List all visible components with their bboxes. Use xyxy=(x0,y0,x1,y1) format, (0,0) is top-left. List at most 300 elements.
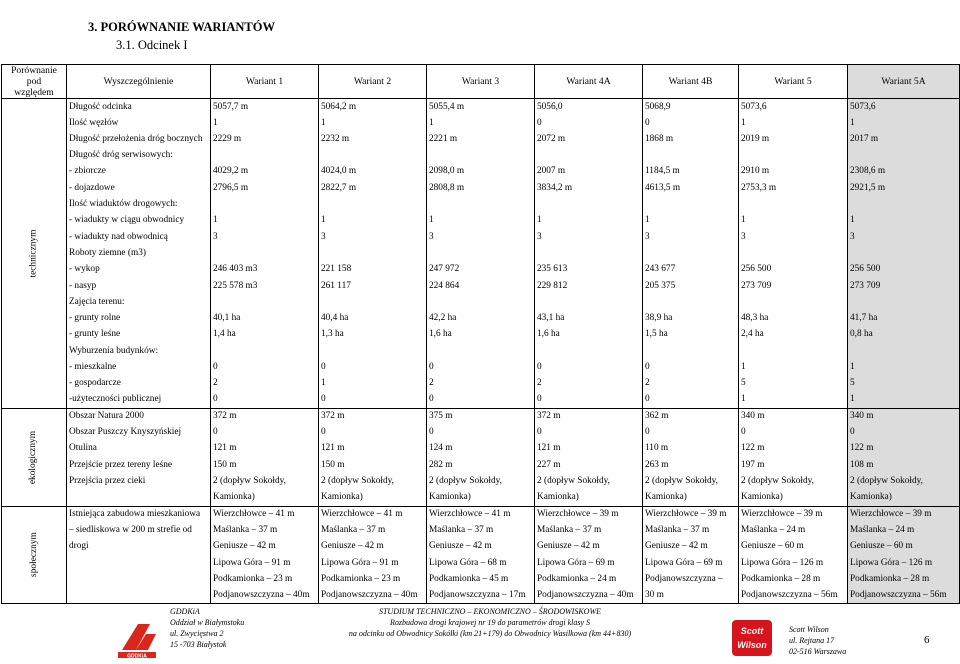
value-cell: 235 613 xyxy=(535,262,643,278)
page-footer xyxy=(0,600,960,664)
value-cell: 247 972 xyxy=(427,262,535,278)
table-row xyxy=(2,457,960,473)
value-cell: Maślanka – 37 m xyxy=(643,522,739,538)
value-cell xyxy=(643,196,739,212)
value-cell: Geniusze – 42 m xyxy=(643,539,739,555)
value-cell xyxy=(739,196,848,212)
value-cell: 225 578 m3 xyxy=(211,278,319,294)
gddkia-logo-text: GDDKiA xyxy=(127,653,147,660)
value-cell: 1 xyxy=(535,213,643,229)
table-row xyxy=(2,115,960,131)
value-cell xyxy=(427,245,535,261)
row-label: Wyburzenia budynków: xyxy=(67,343,211,359)
variant-header: Wariant 5 xyxy=(739,65,848,99)
value-cell xyxy=(535,245,643,261)
value-cell: Podkamionka – 45 m xyxy=(427,571,535,587)
value-cell: Geniusze – 42 m xyxy=(211,539,319,555)
value-cell: 0 xyxy=(535,359,643,375)
value-cell: 2308,6 m xyxy=(848,164,960,180)
value-cell: 2,4 ha xyxy=(739,327,848,343)
value-cell: 1868 m xyxy=(643,131,739,147)
value-cell: 2 (dopływ Sokołdy, xyxy=(739,473,848,489)
variant-header: Wariant 4A xyxy=(535,65,643,99)
value-cell xyxy=(211,294,319,310)
value-cell: 122 m xyxy=(739,441,848,457)
table-row xyxy=(2,213,960,229)
row-label: Zajęcia terenu: xyxy=(67,294,211,310)
value-cell: Podkamionka – 23 m xyxy=(211,571,319,587)
value-cell: Geniusze – 42 m xyxy=(535,539,643,555)
value-cell: 2 xyxy=(211,376,319,392)
value-cell: 2808,8 m xyxy=(427,180,535,196)
table-row xyxy=(2,196,960,212)
row-label: Długość dróg serwisowych: xyxy=(67,147,211,163)
row-label: - wykop xyxy=(67,262,211,278)
table-row xyxy=(2,441,960,457)
comparison-body xyxy=(2,99,960,604)
value-cell: 0 xyxy=(643,392,739,408)
table-row xyxy=(2,555,960,571)
value-cell: 2 (dopływ Sokołdy, xyxy=(427,473,535,489)
value-cell: 224 864 xyxy=(427,278,535,294)
value-cell xyxy=(848,147,960,163)
value-cell xyxy=(427,294,535,310)
value-cell: Geniusze – 60 m xyxy=(739,539,848,555)
value-cell: 42,2 ha xyxy=(427,310,535,326)
category-label: technicznym xyxy=(28,229,39,278)
value-cell: 2 (dopływ Sokołdy, xyxy=(643,473,739,489)
value-cell: Maślanka – 37 m xyxy=(319,522,427,538)
value-cell: 0 xyxy=(535,392,643,408)
value-cell: 246 403 m3 xyxy=(211,262,319,278)
consultant-line: Scott Wilson xyxy=(789,625,829,634)
value-cell: 0 xyxy=(535,115,643,131)
value-cell xyxy=(211,147,319,163)
table-row xyxy=(2,164,960,180)
value-cell xyxy=(427,147,535,163)
scott-wilson-logo xyxy=(730,618,774,658)
row-label: Obszar Puszczy Knyszyńskiej xyxy=(67,425,211,441)
value-cell: 372 m xyxy=(319,408,427,424)
value-cell xyxy=(427,343,535,359)
value-cell: 2921,5 m xyxy=(848,180,960,196)
table-row xyxy=(2,490,960,506)
value-cell: 372 m xyxy=(535,408,643,424)
section-heading: 3. PORÓWNANIE WARIANTÓW xyxy=(88,20,275,34)
firm-address xyxy=(170,606,244,650)
table-row xyxy=(2,506,960,522)
corner-line: pod xyxy=(26,76,42,88)
value-cell: 5056,0 xyxy=(535,99,643,115)
value-cell: Wierzchłowce – 39 m xyxy=(848,506,960,522)
value-cell: 227 m xyxy=(535,457,643,473)
table-row xyxy=(2,425,960,441)
table-row xyxy=(2,278,960,294)
value-cell: 2910 m xyxy=(739,164,848,180)
study-line: Rozbudowa drogi krajowej nr 19 do parametrów drogi klasy S xyxy=(389,618,591,627)
value-cell: 5068,9 xyxy=(643,99,739,115)
value-cell: 197 m xyxy=(739,457,848,473)
value-cell: 0 xyxy=(211,425,319,441)
value-cell xyxy=(211,343,319,359)
value-cell: 3 xyxy=(535,229,643,245)
table-row xyxy=(2,359,960,375)
value-cell: Wierzchłowce – 39 m xyxy=(739,506,848,522)
value-cell: Kamionka) xyxy=(211,490,319,506)
value-cell xyxy=(739,245,848,261)
value-cell: Kamionka) xyxy=(427,490,535,506)
table-row xyxy=(2,229,960,245)
row-label xyxy=(67,490,211,506)
firm-line: ul. Zwycięstwa 2 xyxy=(170,629,224,638)
value-cell: 121 m xyxy=(319,441,427,457)
row-label: - grunty leśne xyxy=(67,327,211,343)
value-cell: 273 709 xyxy=(739,278,848,294)
value-cell: 121 m xyxy=(535,441,643,457)
page-number: 6 xyxy=(924,634,930,646)
value-cell: 2 xyxy=(535,376,643,392)
value-cell xyxy=(535,343,643,359)
row-label xyxy=(67,571,211,587)
value-cell: 3 xyxy=(427,229,535,245)
value-cell: 1 xyxy=(848,115,960,131)
table-row xyxy=(2,571,960,587)
category-cell xyxy=(2,99,67,409)
value-cell: Wierzchłowce – 41 m xyxy=(211,506,319,522)
value-cell xyxy=(319,196,427,212)
row-label: – siedliskowa w 200 m strefie od xyxy=(67,522,211,538)
table-row xyxy=(2,294,960,310)
value-cell: Maślanka – 24 m xyxy=(739,522,848,538)
value-cell: 0 xyxy=(319,425,427,441)
value-cell xyxy=(848,343,960,359)
value-cell: 2 xyxy=(643,376,739,392)
value-cell: 2098,0 m xyxy=(427,164,535,180)
consultant-line: ul. Rejtana 17 xyxy=(789,636,835,645)
value-cell xyxy=(643,245,739,261)
category-label: ekologicznym xyxy=(28,430,39,484)
value-cell: 5 xyxy=(739,376,848,392)
value-cell: 1184,5 m xyxy=(643,164,739,180)
value-cell: Kamionka) xyxy=(319,490,427,506)
row-label: Obszar Natura 2000 xyxy=(67,408,211,424)
value-cell: 2232 m xyxy=(319,131,427,147)
value-cell: 1 xyxy=(848,392,960,408)
value-cell: 2 (dopływ Sokołdy, xyxy=(535,473,643,489)
value-cell: Maślanka – 37 m xyxy=(535,522,643,538)
value-cell: 2007 m xyxy=(535,164,643,180)
value-cell: Lipowa Góra – 126 m xyxy=(848,555,960,571)
row-label: - wiadukty nad obwodnicą xyxy=(67,229,211,245)
table-row xyxy=(2,327,960,343)
value-cell xyxy=(848,294,960,310)
value-cell: 1 xyxy=(427,115,535,131)
value-cell: 1 xyxy=(739,359,848,375)
value-cell: Wierzchłowce – 39 m xyxy=(643,506,739,522)
value-cell: 2796,5 m xyxy=(211,180,319,196)
value-cell: 0 xyxy=(643,425,739,441)
value-cell: Geniusze – 42 m xyxy=(427,539,535,555)
value-cell xyxy=(643,343,739,359)
value-cell: 3 xyxy=(319,229,427,245)
row-label: - grunty rolne xyxy=(67,310,211,326)
value-cell: 30 m xyxy=(643,588,739,604)
value-cell: 4024,0 m xyxy=(319,164,427,180)
variant-header: Wariant 3 xyxy=(427,65,535,99)
value-cell: Kamionka) xyxy=(848,490,960,506)
value-cell: 2822,7 m xyxy=(319,180,427,196)
value-cell: 0 xyxy=(427,359,535,375)
value-cell: 261 117 xyxy=(319,278,427,294)
value-cell: 121 m xyxy=(211,441,319,457)
table-row xyxy=(2,522,960,538)
study-line: na odcinku od Obwodnicy Sokółki (km 21+179) do Obwodnicy Wasilkowa (km 44+830) xyxy=(348,629,632,638)
firm-line: GDDKiA xyxy=(170,607,200,616)
feature-header: Wyszczególnienie xyxy=(67,65,211,99)
value-cell: 1 xyxy=(211,115,319,131)
value-cell: Maślanka – 37 m xyxy=(211,522,319,538)
value-cell xyxy=(319,294,427,310)
value-cell: Wierzchłowce – 41 m xyxy=(427,506,535,522)
value-cell xyxy=(739,294,848,310)
value-cell: 2229 m xyxy=(211,131,319,147)
value-cell: 5057,7 m xyxy=(211,99,319,115)
row-label: Długość odcinka xyxy=(67,99,211,115)
value-cell: 3834,2 m xyxy=(535,180,643,196)
value-cell: 0 xyxy=(319,392,427,408)
value-cell: 340 m xyxy=(848,408,960,424)
table-row xyxy=(2,539,960,555)
value-cell: 1 xyxy=(643,213,739,229)
value-cell: Maślanka – 24 m xyxy=(848,522,960,538)
table-row xyxy=(2,392,960,408)
table-row xyxy=(2,262,960,278)
value-cell: 2019 m xyxy=(739,131,848,147)
value-cell xyxy=(211,196,319,212)
value-cell xyxy=(319,245,427,261)
value-cell: Lipowa Góra – 91 m xyxy=(211,555,319,571)
value-cell: 110 m xyxy=(643,441,739,457)
value-cell xyxy=(319,343,427,359)
subsection-heading: 3.1. Odcinek I xyxy=(116,38,188,52)
table-row xyxy=(2,180,960,196)
corner-line: względem xyxy=(14,87,54,99)
value-cell: 0 xyxy=(643,115,739,131)
value-cell: 1,6 ha xyxy=(535,327,643,343)
value-cell: 1 xyxy=(319,213,427,229)
row-label: Ilość wiaduktów drogowych: xyxy=(67,196,211,212)
value-cell: 0 xyxy=(319,359,427,375)
value-cell: 40,4 ha xyxy=(319,310,427,326)
value-cell: Geniusze – 42 m xyxy=(319,539,427,555)
value-cell: 1 xyxy=(319,115,427,131)
value-cell: Podkamionka – 23 m xyxy=(319,571,427,587)
table-row xyxy=(2,131,960,147)
row-label: Otulina xyxy=(67,441,211,457)
value-cell: Lipowa Góra – 68 m xyxy=(427,555,535,571)
value-cell xyxy=(535,196,643,212)
value-cell: Kamionka) xyxy=(535,490,643,506)
variant-header: Wariant 4B xyxy=(643,65,739,99)
value-cell: Lipowa Góra – 126 m xyxy=(739,555,848,571)
category-cell xyxy=(2,408,67,506)
table-row xyxy=(2,473,960,489)
value-cell: 0 xyxy=(848,425,960,441)
category-cell xyxy=(2,506,67,604)
value-cell xyxy=(535,294,643,310)
row-label: - nasyp xyxy=(67,278,211,294)
value-cell: 1 xyxy=(848,213,960,229)
value-cell: 1 xyxy=(211,213,319,229)
table-row xyxy=(2,147,960,163)
value-cell: 1 xyxy=(739,392,848,408)
firm-line: 15 -703 Białystok xyxy=(170,640,227,649)
value-cell xyxy=(739,343,848,359)
gddkia-logo xyxy=(116,620,158,660)
value-cell: 40,1 ha xyxy=(211,310,319,326)
value-cell: Kamionka) xyxy=(643,490,739,506)
value-cell xyxy=(535,147,643,163)
value-cell: Wierzchłowce – 39 m xyxy=(535,506,643,522)
value-cell: Podjanowszczyzna – 56m xyxy=(848,588,960,604)
value-cell: 0 xyxy=(211,392,319,408)
value-cell: 340 m xyxy=(739,408,848,424)
value-cell: 1 xyxy=(319,376,427,392)
value-cell: 38,9 ha xyxy=(643,310,739,326)
value-cell: 1 xyxy=(427,213,535,229)
scott-logo-line: Wilson xyxy=(737,640,767,650)
table-row xyxy=(2,245,960,261)
value-cell: 150 m xyxy=(211,457,319,473)
row-label: - gospodarcze xyxy=(67,376,211,392)
value-cell: 2 xyxy=(427,376,535,392)
value-cell: 5055,4 m xyxy=(427,99,535,115)
value-cell: Kamionka) xyxy=(739,490,848,506)
value-cell: 48,3 ha xyxy=(739,310,848,326)
value-cell: Podjanowszczyzna – 40m xyxy=(319,588,427,604)
value-cell: 0 xyxy=(427,425,535,441)
value-cell xyxy=(427,196,535,212)
value-cell: 124 m xyxy=(427,441,535,457)
value-cell: 0 xyxy=(535,425,643,441)
value-cell: 0 xyxy=(427,392,535,408)
value-cell: 205 375 xyxy=(643,278,739,294)
value-cell: 0 xyxy=(643,359,739,375)
value-cell: Lipowa Góra – 69 m xyxy=(643,555,739,571)
value-cell: 1 xyxy=(739,213,848,229)
value-cell: 2072 m xyxy=(535,131,643,147)
value-cell: 256 500 xyxy=(848,262,960,278)
variant-header: Wariant 5A xyxy=(848,65,960,99)
value-cell: 3 xyxy=(739,229,848,245)
value-cell: 4613,5 m xyxy=(643,180,739,196)
value-cell xyxy=(211,245,319,261)
study-title xyxy=(340,606,640,639)
value-cell: Podjanowszczyzna – 56m xyxy=(739,588,848,604)
row-label: - wiadukty w ciągu obwodnicy xyxy=(67,213,211,229)
row-label: Ilość węzłów xyxy=(67,115,211,131)
study-line: STUDIUM TECHNICZNO – EKONOMICZNO – ŚRODOWISKOWE xyxy=(378,607,601,616)
value-cell: 5 xyxy=(848,376,960,392)
row-label: Przejście przez tereny leśne xyxy=(67,457,211,473)
table-row xyxy=(2,376,960,392)
value-cell: Geniusze – 60 m xyxy=(848,539,960,555)
value-cell: 0 xyxy=(211,359,319,375)
value-cell: 2753,3 m xyxy=(739,180,848,196)
value-cell: 5073,6 xyxy=(848,99,960,115)
category-label: społecznym xyxy=(28,532,39,578)
value-cell: 1,6 ha xyxy=(427,327,535,343)
row-label: - mieszkalne xyxy=(67,359,211,375)
value-cell: 1,5 ha xyxy=(643,327,739,343)
value-cell: Lipowa Góra – 69 m xyxy=(535,555,643,571)
value-cell: Maślanka – 37 m xyxy=(427,522,535,538)
value-cell: Podkamionka – 24 m xyxy=(535,571,643,587)
row-label: - zbiorcze xyxy=(67,164,211,180)
value-cell: 5073,6 xyxy=(739,99,848,115)
value-cell xyxy=(848,196,960,212)
value-cell: 256 500 xyxy=(739,262,848,278)
value-cell: 43,1 ha xyxy=(535,310,643,326)
value-cell: 2221 m xyxy=(427,131,535,147)
value-cell: 362 m xyxy=(643,408,739,424)
value-cell: Podkamionka – 28 m xyxy=(848,571,960,587)
value-cell: 122 m xyxy=(848,441,960,457)
value-cell: 3 xyxy=(848,229,960,245)
scott-logo-line: Scott xyxy=(740,626,764,636)
value-cell: 273 709 xyxy=(848,278,960,294)
row-label: -użyteczności publicznej xyxy=(67,392,211,408)
value-cell: Podjanowszczyzna – xyxy=(643,571,739,587)
value-cell: 263 m xyxy=(643,457,739,473)
value-cell: Wierzchłowce – 41 m xyxy=(319,506,427,522)
value-cell: 5064,2 m xyxy=(319,99,427,115)
row-label xyxy=(67,555,211,571)
value-cell xyxy=(739,147,848,163)
value-cell xyxy=(643,294,739,310)
value-cell: 229 812 xyxy=(535,278,643,294)
comparison-table xyxy=(1,64,960,604)
table-row xyxy=(2,343,960,359)
value-cell: 0 xyxy=(739,425,848,441)
corner-line: Porównanie xyxy=(11,65,57,76)
value-cell: 1,3 ha xyxy=(319,327,427,343)
value-cell: 2 (dopływ Sokołdy, xyxy=(319,473,427,489)
value-cell: 375 m xyxy=(427,408,535,424)
value-cell: Lipowa Góra – 91 m xyxy=(319,555,427,571)
value-cell: 108 m xyxy=(848,457,960,473)
table-row xyxy=(2,99,960,115)
table-row xyxy=(2,408,960,424)
row-label: drogi xyxy=(67,539,211,555)
table-row xyxy=(2,310,960,326)
value-cell: 221 158 xyxy=(319,262,427,278)
value-cell: 243 677 xyxy=(643,262,739,278)
value-cell: 3 xyxy=(643,229,739,245)
value-cell: Podjanowszczyzna – 40m xyxy=(211,588,319,604)
value-cell: 41,7 ha xyxy=(848,310,960,326)
value-cell: Podjanowszczyzna – 17m xyxy=(427,588,535,604)
corner-header xyxy=(2,65,67,99)
firm-line: Oddział w Białymstoku xyxy=(170,618,245,627)
variant-header: Wariant 2 xyxy=(319,65,427,99)
row-label: - dojazdowe xyxy=(67,180,211,196)
consultant-line: 02-516 Warszawa xyxy=(789,647,847,656)
value-cell: 2 (dopływ Sokołdy, xyxy=(211,473,319,489)
row-label: Przejścia przez cieki xyxy=(67,473,211,489)
value-cell: 0,8 ha xyxy=(848,327,960,343)
consultant-address xyxy=(789,624,846,657)
